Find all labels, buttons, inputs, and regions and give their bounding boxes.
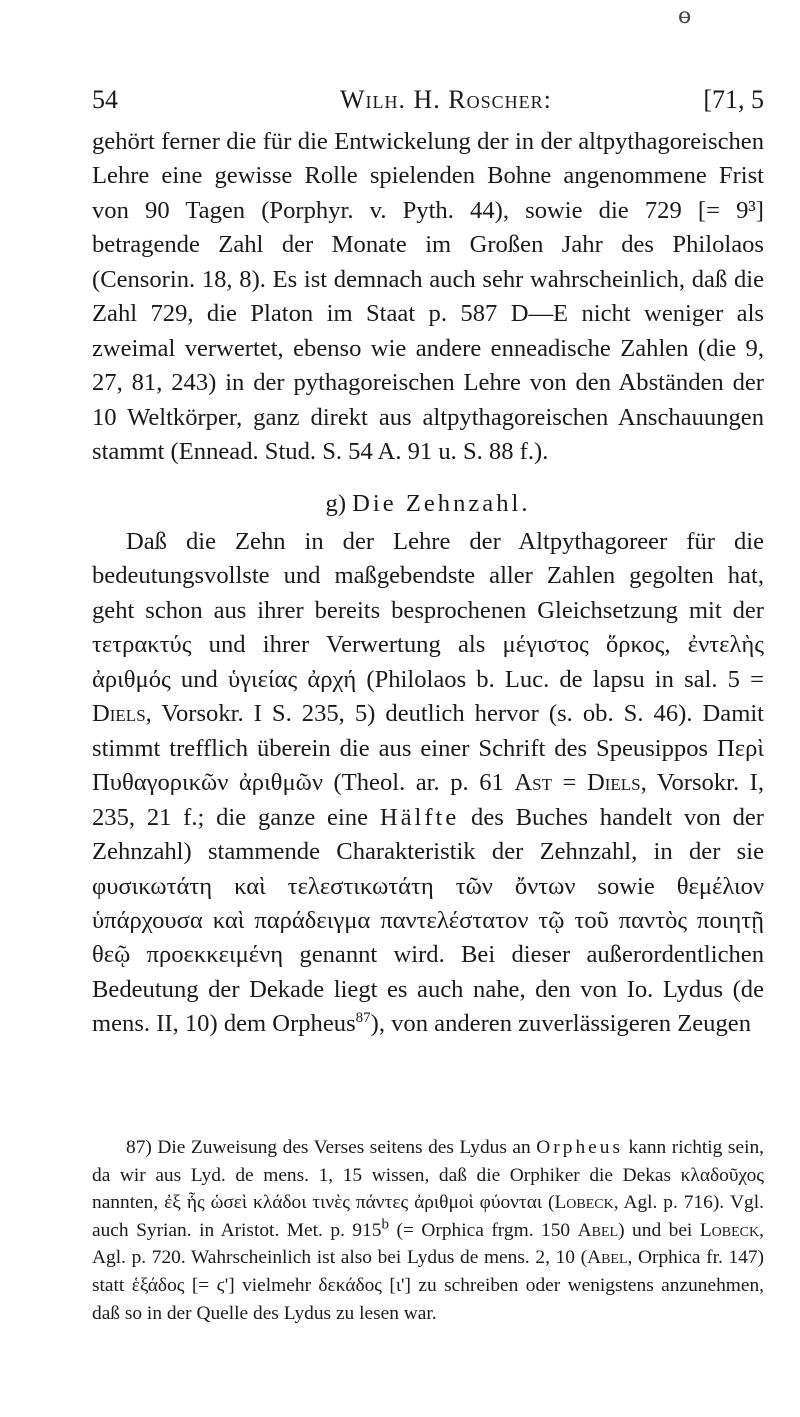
section-label: g) — [325, 489, 347, 517]
main-text — [92, 125, 764, 1042]
text-run: 87) Die Zuweisung des Verses seitens des Lydus an — [126, 1137, 531, 1158]
text-run: , Vorsokr. I S. 235, 5) deutlich hervor (s. ob. S. 46). Damit stimmt trefflich überein die aus einer Schrift des Speusippos Περὶ Πυθαγορικῶν ἀριθμῶν (Theol. ar. p. 61 — [92, 700, 764, 797]
author-abel: Abel — [577, 1219, 619, 1241]
section-heading — [92, 487, 764, 521]
text-run: , Agl. p. 720. Wahrscheinlich ist also bei Lydus de mens. 2, 10 ( — [92, 1219, 764, 1269]
author-diels: Diels — [586, 769, 641, 797]
footnote-87 — [92, 1134, 764, 1327]
author-lobeck: Lobeck — [699, 1219, 760, 1241]
corner-mark: ɵ — [678, 4, 692, 29]
page-number: 54 — [92, 85, 118, 114]
running-title: Wilh. H. Roscher: — [340, 85, 552, 114]
author-abel: Abel — [587, 1247, 628, 1269]
author-diels: Diels — [92, 700, 146, 728]
text-run: , Orphica fr. 147) statt ἑξάδος [= ϛ'] vielmehr δεκάδος [ι'] zu schreiben oder wenigstens anzunehmen, daß so in der Quelle des Lydus zu lesen war. — [92, 1247, 764, 1324]
text-run: (= Orphica frgm. 150 — [389, 1219, 571, 1241]
spaced-emphasis: Hälfte — [379, 803, 460, 831]
footnote-reference: 87 — [355, 1010, 371, 1027]
section-title: Die Zehnzahl. — [352, 489, 531, 517]
author-lobeck: Lobeck — [554, 1192, 614, 1214]
text-run: , Agl. p. 716). Vgl. auch Syrian. in Aristot. Met. p. 915 — [92, 1192, 764, 1241]
paragraph-ennead: gehört ferner die für die Entwickelung der in der altpythagoreischen Lehre eine gewisse Rolle spielenden Bohne angenommene Frist von 90 Tagen (Porphyr. v. Pyth. 44), sowie die 729 [= 9³] betragende Zahl der Monate im Großen Jahr des Philolaos (Censorin. 18, 8). Es ist demnach auch sehr wahrscheinlich, daß die Zahl 729, die Platon im Staat p. 587 D—E nicht weniger als zweimal verwertet, ebenso wie andere enneadische Zahlen (die 9, 27, 81, 243) in der pythagoreischen Lehre von den Abständen der 10 Weltkörper, ganz direkt aus altpythagoreischen Anschauungen stammt (Ennead. Stud. S. 54 A. 91 u. S. 88 f.). — [92, 128, 764, 466]
text-run: kann richtig sein, da wir aus Lyd. de mens. 1, 15 wissen, daß die Orphiker die Dekas κλαδοῦχος nannten, ἐξ ἧς ὡσεὶ κλάδοι τινὲς πάντες ἀριθμοὶ φύονται ( — [92, 1137, 764, 1214]
text-run: = — [551, 769, 587, 797]
spaced-emphasis: Orpheus — [536, 1137, 623, 1158]
paragraph-zehnzahl — [92, 525, 764, 1042]
section-reference: [71, 5 — [703, 85, 764, 114]
author-ast: Ast — [514, 769, 552, 797]
text-run: ), von anderen zuverlässigeren Zeugen — [370, 1010, 751, 1038]
superscript-b: b — [381, 1216, 390, 1233]
footnote — [92, 1134, 764, 1327]
text-run: Daß die Zehn in der Lehre der Altpythagoreer für die bedeutungsvollste und maßgebendste aller Zahlen gegolten hat, geht schon aus ihrer bereits besprochenen Gleichsetzung mit der τετρακτύς und ihrer Verwertung als μέγιστος ὅρκος, ἐντελὴς ἀριθμός und ὑγιείας ἀρχή (Philolaos b. Luc. de lapsu in sal. 5 = — [92, 527, 764, 693]
text-run: ) und bei — [618, 1219, 693, 1241]
text-run: des Buches handelt von der Zehnzahl) stammende Charakteristik der Zehnzahl, in der sie φυσικωτάτη καὶ τελεστικωτάτη τῶν ὄντων sowie θεμέλιον ὑπάρχουσα καὶ παράδειγμα παντελέστατον τῷ τοῦ παντὸς ποιητῇ θεῷ προεκκειμένη genannt wird. Bei dieser außerordentlichen Bedeutung der Dekade liegt es auch nahe, den von Io. Lydus (de mens. II, 10) dem Orpheus — [92, 803, 764, 1038]
running-header — [92, 85, 764, 117]
text-run: , Vorsokr. I, 235, 21 f.; die ganze eine — [92, 769, 764, 831]
